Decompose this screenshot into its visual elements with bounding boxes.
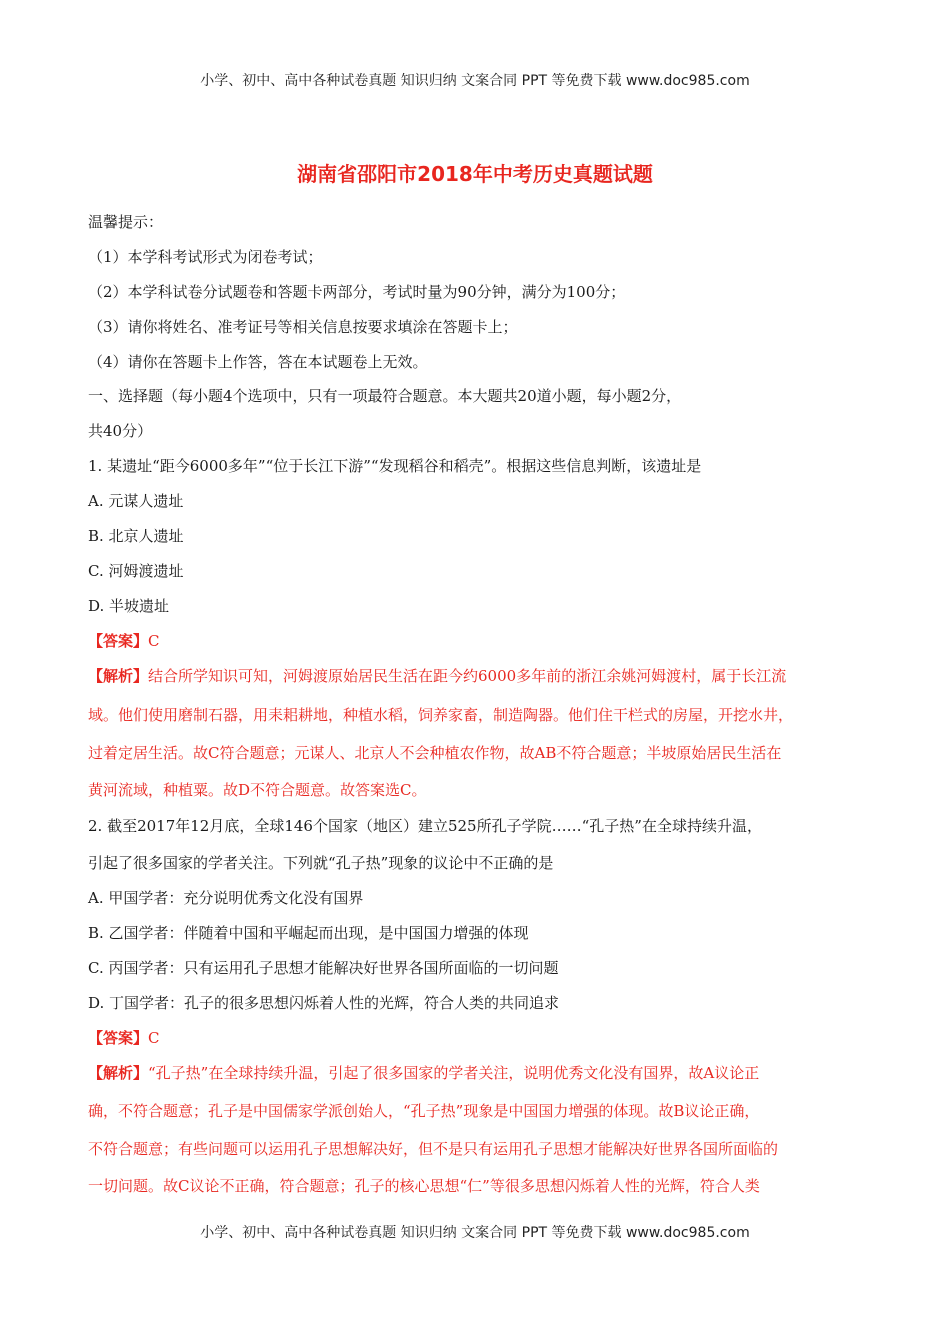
footer-banner: 小学、初中、高中各种试卷真题 知识归纳 文案合同 PPT 等免费下载 www.doc985.com <box>200 1225 750 1241</box>
question-2-analysis-line: 确，不符合题意；孔子是中国儒家学派创始人，“孔子热”现象是中国国力增强的体现。故B议论正确， <box>88 1102 760 1120</box>
question-2-stem: 引起了很多国家的学者关注。下列就“孔子热”现象的议论中不正确的是 <box>88 854 554 872</box>
question-1-analysis-line: 域。他们使用磨制石器，用耒耜耕地，种植水稻，饲养家畜，制造陶器。他们住干栏式的房屋，开挖水井， <box>88 706 794 724</box>
answer-value: C <box>148 1029 160 1047</box>
question-2-option-a: A. 甲国学者：充分说明优秀文化没有国界 <box>88 889 364 907</box>
question-2-analysis-line: 一切问题。故C议论不正确，符合题意；孔子的核心思想“仁”等很多思想闪烁着人性的光辉，符合人类 <box>88 1177 760 1195</box>
question-2-option-c: C. 丙国学者：只有运用孔子思想才能解决好世界各国所面临的一切问题 <box>88 959 559 977</box>
question-1-stem: 1. 某遗址“距今6000多年”“位于长江下游”“发现稻谷和稻壳”。根据这些信息判断，该遗址是 <box>88 457 702 475</box>
question-2-option-d: D. 丁国学者：孔子的很多思想闪烁着人性的光辉，符合人类的共同追求 <box>88 994 560 1012</box>
question-2-analysis-line <box>88 1063 868 1083</box>
tip-item: （4）请你在答题卡上作答，答在本试题卷上无效。 <box>88 353 428 371</box>
page-title: 湖南省邵阳市2018年中考历史真题试题 <box>297 162 653 186</box>
section-heading-cont: 共40分） <box>88 422 153 440</box>
tip-item: （2）本学科试卷分试题卷和答题卡两部分，考试时量为90分钟，满分为100分； <box>88 283 626 301</box>
analysis-text: “孔子热”在全球持续升温，引起了很多国家的学者关注，说明优秀文化没有国界，故A议论正 <box>148 1064 760 1082</box>
answer-label: 【答案】 <box>88 632 149 650</box>
section-heading: 一、选择题（每小题4个选项中，只有一项最符合题意。本大题共20道小题，每小题2分， <box>88 387 682 405</box>
question-2-stem: 2. 截至2017年12月底，全球146个国家（地区）建立525所孔子学院……“孔子热”在全球持续升温， <box>88 817 762 835</box>
question-2-answer <box>88 1028 868 1048</box>
analysis-label: 【解析】 <box>88 667 149 685</box>
question-1-analysis-line: 黄河流域，种植粟。故D不符合题意。故答案选C。 <box>88 781 427 799</box>
header-banner: 小学、初中、高中各种试卷真题 知识归纳 文案合同 PPT 等免费下载 www.doc985.com <box>200 73 750 89</box>
question-1-analysis-line <box>88 666 868 686</box>
question-1-option-a: A. 元谋人遗址 <box>88 492 184 510</box>
question-1-option-c: C. 河姆渡遗址 <box>88 562 184 580</box>
question-2-analysis-line: 不符合题意；有些问题可以运用孔子思想解决好，但不是只有运用孔子思想才能解决好世界各国所面临的 <box>88 1140 779 1158</box>
answer-label: 【答案】 <box>88 1029 149 1047</box>
tips-heading: 温馨提示： <box>88 213 164 231</box>
question-1-option-b: B. 北京人遗址 <box>88 527 184 545</box>
question-1-option-d: D. 半坡遗址 <box>88 597 170 615</box>
analysis-label: 【解析】 <box>88 1064 149 1082</box>
question-1-analysis-line: 过着定居生活。故C符合题意；元谋人、北京人不会种植农作物，故AB不符合题意；半坡原始居民生活在 <box>88 744 782 762</box>
answer-value: C <box>148 632 160 650</box>
question-2-option-b: B. 乙国学者：伴随着中国和平崛起而出现，是中国国力增强的体现 <box>88 924 529 942</box>
analysis-text: 结合所学知识可知，河姆渡原始居民生活在距今约6000多年前的浙江余姚河姆渡村，属于长江流 <box>148 667 787 685</box>
question-1-answer <box>88 631 868 651</box>
tip-item: （1）本学科考试形式为闭卷考试； <box>88 248 323 266</box>
tip-item: （3）请你将姓名、准考证号等相关信息按要求填涂在答题卡上； <box>88 318 518 336</box>
